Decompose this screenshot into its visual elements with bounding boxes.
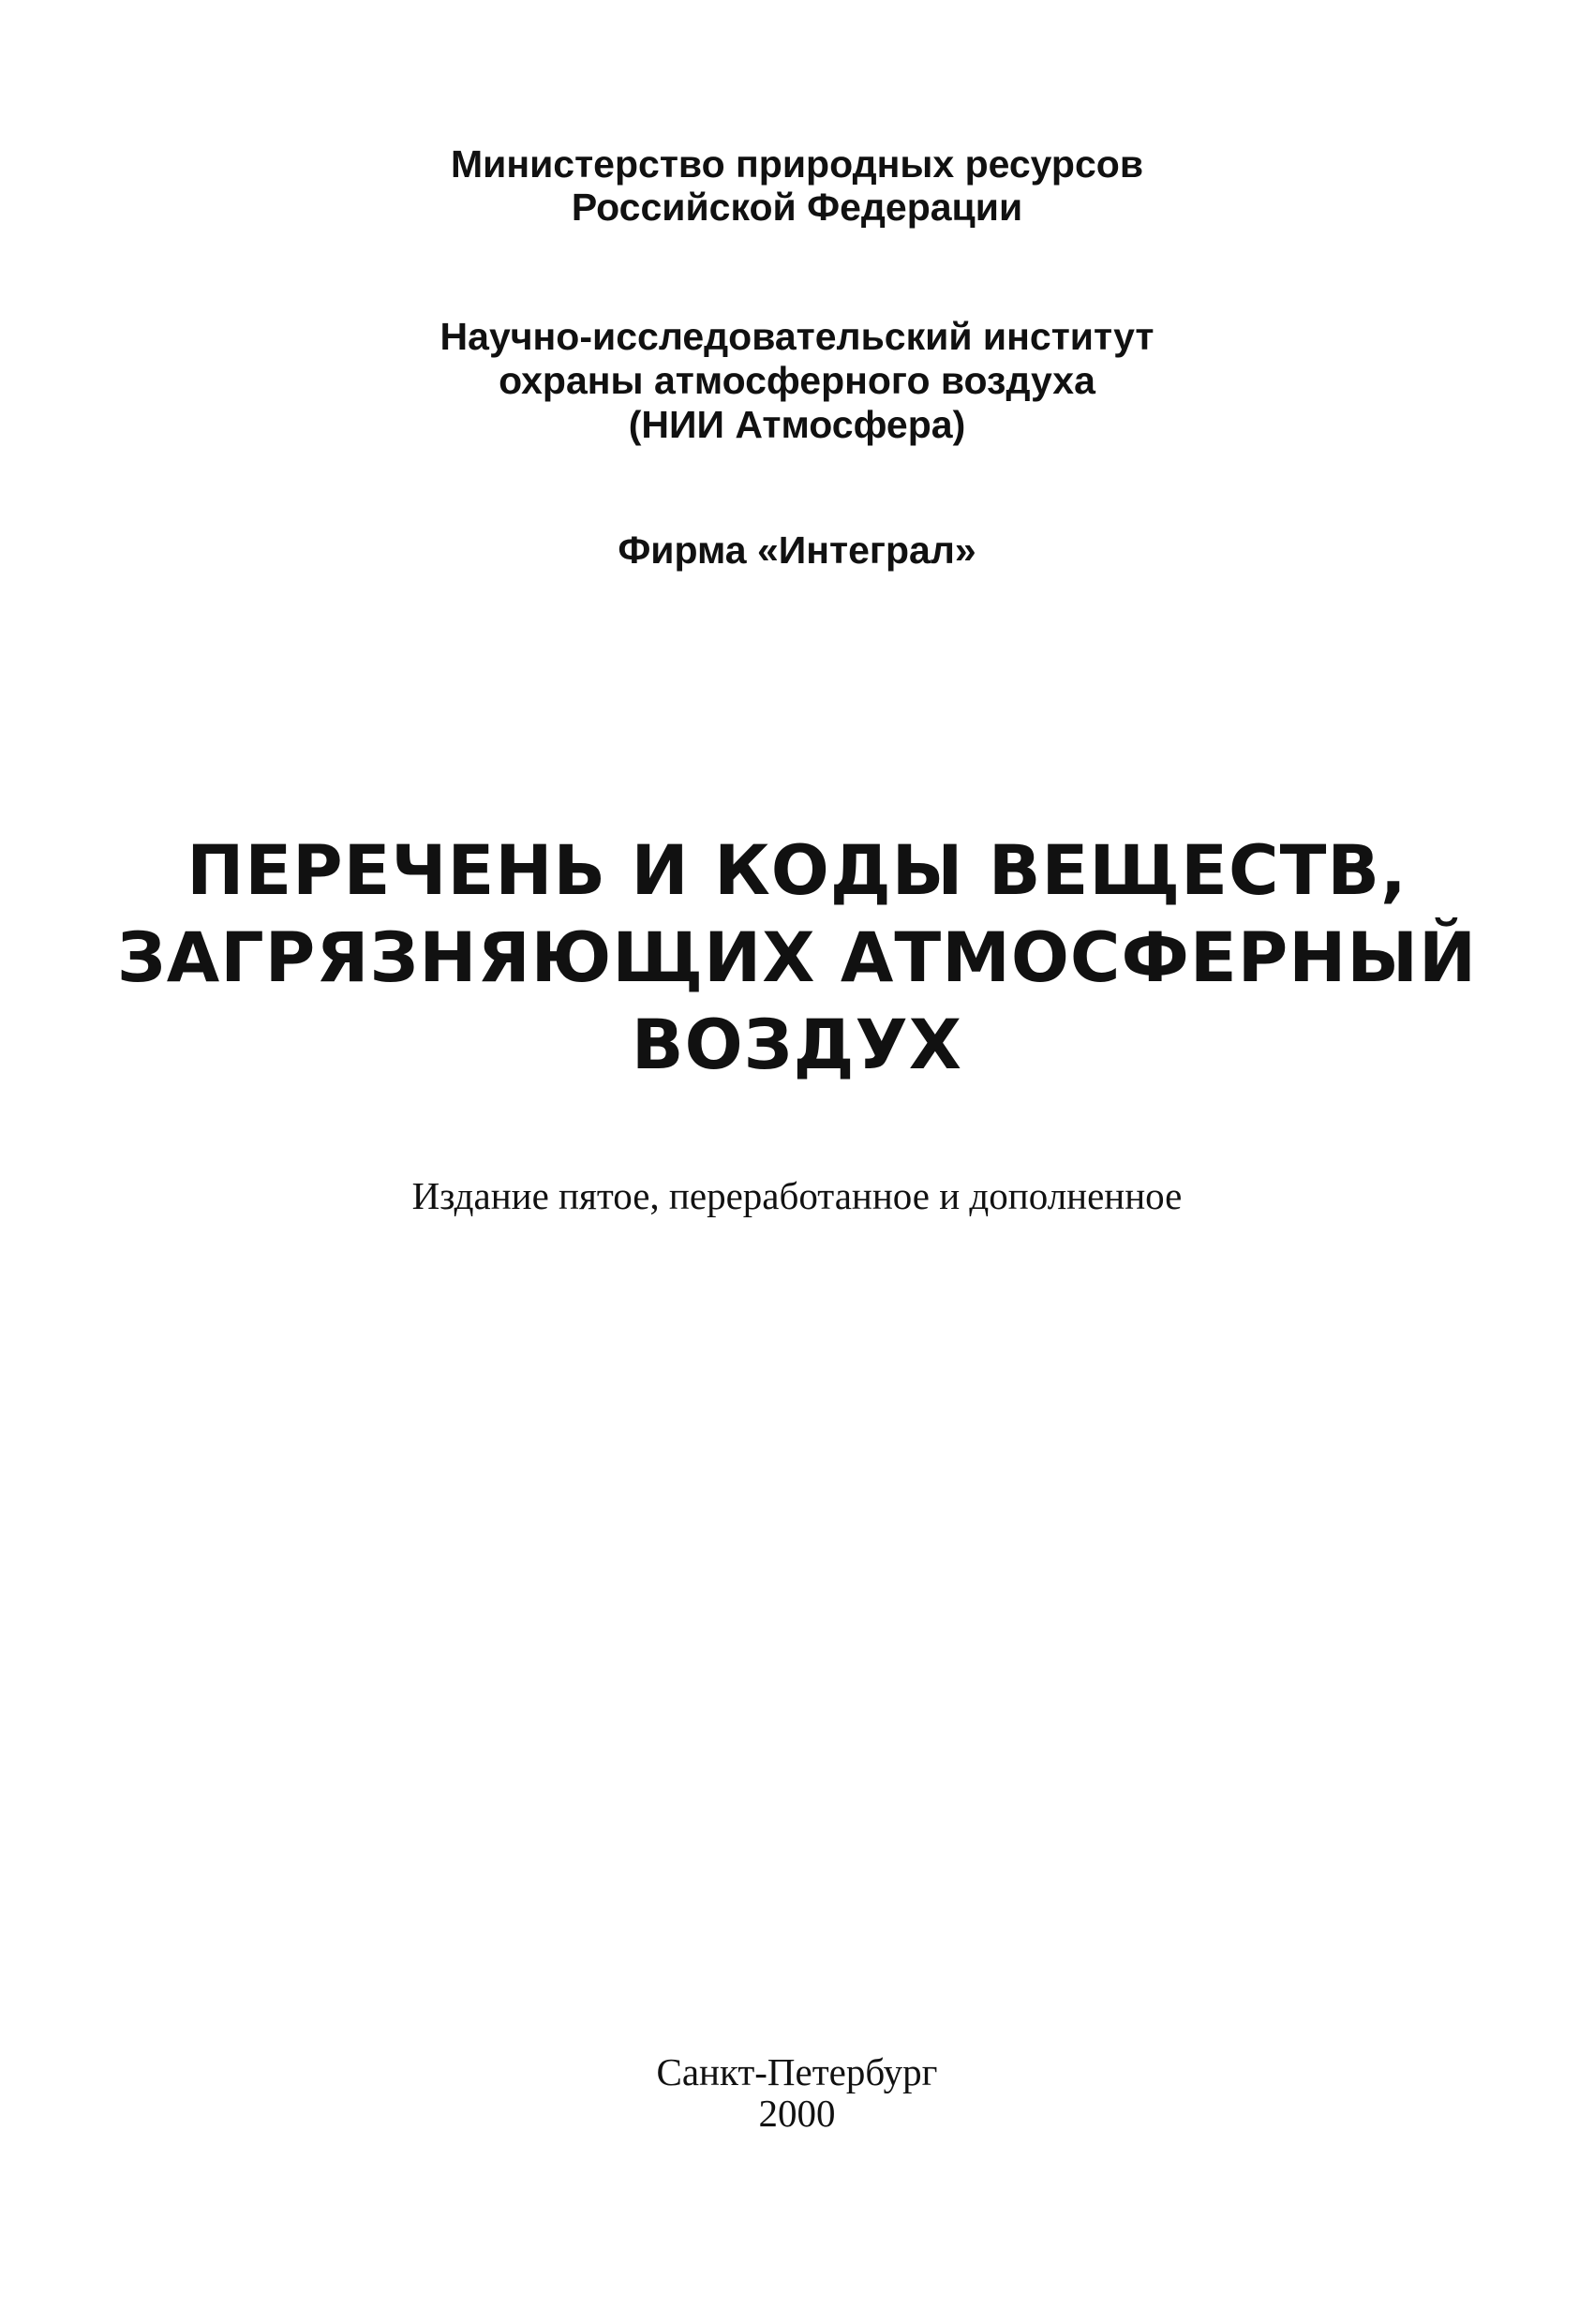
imprint-year: 2000	[758, 2092, 836, 2135]
firm-line: Фирма «Интеграл»	[618, 529, 976, 572]
ministry-name	[0, 142, 1594, 229]
ministry-line: Министерство природных ресурсов	[450, 142, 1144, 186]
edition-line: Издание пятое, переработанное и дополненное	[411, 1174, 1183, 1217]
imprint	[0, 2051, 1594, 2134]
institute-line: охраны атмосферного воздуха	[499, 359, 1095, 402]
institute-line: (НИИ Атмосфера)	[628, 403, 966, 446]
title-line: ВОЗДУХ	[631, 1006, 963, 1085]
document-title	[0, 827, 1594, 1089]
firm-name	[0, 529, 1594, 572]
ministry-line: Российской Федерации	[571, 186, 1023, 229]
title-line: ЗАГРЯЗНЯЮЩИХ АТМОСФЕРНЫЙ	[116, 918, 1478, 998]
title-line: ПЕРЕЧЕНЬ И КОДЫ ВЕЩЕСТВ,	[186, 831, 1408, 911]
institute-name	[0, 315, 1594, 447]
imprint-city: Санкт-Петербург	[656, 2050, 938, 2093]
institute-line: Научно-исследовательский институт	[439, 315, 1155, 358]
edition-note	[0, 1173, 1594, 1218]
